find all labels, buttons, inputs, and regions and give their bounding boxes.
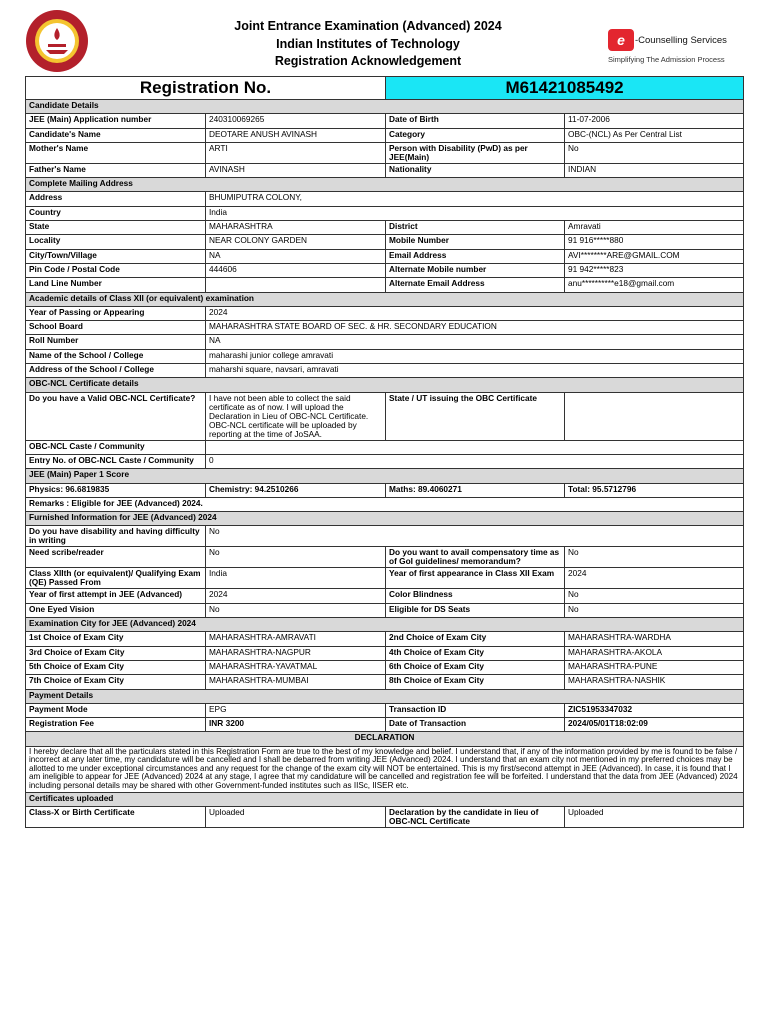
field-label: City/Town/Village — [26, 249, 206, 263]
field-value: I have not been able to collect the said certificate as of now. I will upload the Declaration in Lieu of OBC-NCL Certificate. OBC-NCL certificate will be uploaded by reporting at the time of JoSAA. — [206, 392, 386, 440]
field-label: One Eyed Vision — [26, 603, 206, 617]
field-label: JEE (Main) Application number — [26, 114, 206, 128]
field-label: Nationality — [386, 163, 565, 177]
field-value: MAHARASHTRA — [206, 221, 386, 235]
table-row — [26, 263, 744, 277]
field-value: OBC-(NCL) As Per Central List — [565, 128, 744, 142]
field-value: No — [565, 142, 744, 163]
section-certificates: Certificates uploaded — [26, 792, 744, 806]
field-value: 2024 — [206, 306, 744, 320]
score-physics: Physics: 96.6819835 — [26, 483, 206, 497]
table-row — [26, 589, 744, 603]
table-row — [26, 249, 744, 263]
table-row — [26, 321, 744, 335]
iit-emblem-icon — [24, 8, 90, 74]
table-row — [26, 632, 744, 646]
field-label: Payment Mode — [26, 703, 206, 717]
field-label: 6th Choice of Exam City — [386, 660, 565, 674]
table-row — [26, 206, 744, 220]
table-row — [26, 675, 744, 689]
table-row — [26, 306, 744, 320]
field-label: District — [386, 221, 565, 235]
field-value: ZIC51953347032 — [565, 703, 744, 717]
field-value — [565, 392, 744, 440]
table-row — [26, 114, 744, 128]
field-label: 1st Choice of Exam City — [26, 632, 206, 646]
field-label: Person with Disability (PwD) as per JEE(Main) — [386, 142, 565, 163]
table-row — [26, 163, 744, 177]
field-value: Uploaded — [206, 806, 386, 827]
field-label: 5th Choice of Exam City — [26, 660, 206, 674]
section-exam-city: Examination City for JEE (Advanced) 2024 — [26, 618, 744, 632]
field-label: Land Line Number — [26, 278, 206, 292]
field-value: AVINASH — [206, 163, 386, 177]
table-row — [26, 454, 744, 468]
field-value: No — [565, 603, 744, 617]
brand-logo-icon: e — [608, 29, 634, 51]
field-value: No — [565, 547, 744, 568]
table-row — [26, 646, 744, 660]
field-value: 11-07-2006 — [565, 114, 744, 128]
field-label: Alternate Email Address — [386, 278, 565, 292]
score-maths: Maths: 89.4060271 — [386, 483, 565, 497]
table-row — [26, 547, 744, 568]
table-row — [26, 568, 744, 589]
field-label: Do you have a Valid OBC-NCL Certificate? — [26, 392, 206, 440]
field-label: Year of first attempt in JEE (Advanced) — [26, 589, 206, 603]
field-value: anu**********e18@gmail.com — [565, 278, 744, 292]
table-row — [26, 235, 744, 249]
field-label: Do you have disability and having difficulty in writing — [26, 526, 206, 547]
field-value: MAHARASHTRA STATE BOARD OF SEC. & HR. SECONDARY EDUCATION — [206, 321, 744, 335]
table-row — [26, 718, 744, 732]
field-label: Pin Code / Postal Code — [26, 263, 206, 277]
score-remarks: Remarks : Eligible for JEE (Advanced) 2024. — [26, 497, 744, 511]
field-label: Name of the School / College — [26, 349, 206, 363]
table-row — [26, 349, 744, 363]
table-row — [26, 483, 744, 497]
field-label: State / UT issuing the OBC Certificate — [386, 392, 565, 440]
counselling-brand — [608, 27, 748, 67]
score-chemistry: Chemistry: 94.2510266 — [206, 483, 386, 497]
header-titles — [200, 18, 536, 71]
field-value: ARTI — [206, 142, 386, 163]
field-value: 91 916*****880 — [565, 235, 744, 249]
field-value: NEAR COLONY GARDEN — [206, 235, 386, 249]
field-label: Need scribe/reader — [26, 547, 206, 568]
table-row — [26, 278, 744, 292]
field-value: 0 — [206, 454, 744, 468]
field-value: EPG — [206, 703, 386, 717]
field-value: MAHARASHTRA-NASHIK — [565, 675, 744, 689]
field-label: 7th Choice of Exam City — [26, 675, 206, 689]
registration-number: M61421085492 — [386, 77, 744, 100]
table-row — [26, 192, 744, 206]
section-declaration: DECLARATION — [26, 732, 744, 746]
brand-tagline: Simplifying The Admission Process — [608, 55, 725, 64]
field-value: No — [565, 589, 744, 603]
field-label: Alternate Mobile number — [386, 263, 565, 277]
field-value: MAHARASHTRA-YAVATMAL — [206, 660, 386, 674]
field-value: No — [206, 603, 386, 617]
field-label: 3rd Choice of Exam City — [26, 646, 206, 660]
table-row — [26, 142, 744, 163]
field-label: Mobile Number — [386, 235, 565, 249]
table-row — [26, 364, 744, 378]
field-label: Transaction ID — [386, 703, 565, 717]
field-value: BHUMIPUTRA COLONY, — [206, 192, 744, 206]
registration-row — [26, 77, 744, 100]
field-label: Roll Number — [26, 335, 206, 349]
header-title-line3: Registration Acknowledgement — [274, 54, 462, 68]
field-label: Color Blindness — [386, 589, 565, 603]
field-label: Locality — [26, 235, 206, 249]
field-label: School Board — [26, 321, 206, 335]
field-value: No — [206, 547, 386, 568]
registration-table — [25, 76, 744, 828]
field-value: 2024/05/01T18:02:09 — [565, 718, 744, 732]
field-label: 4th Choice of Exam City — [386, 646, 565, 660]
field-value: MAHARASHTRA-AKOLA — [565, 646, 744, 660]
section-academic: Academic details of Class XII (or equivalent) examination — [26, 292, 744, 306]
section-score: JEE (Main) Paper 1 Score — [26, 469, 744, 483]
table-row — [26, 221, 744, 235]
field-value: Amravati — [565, 221, 744, 235]
field-value: NA — [206, 249, 386, 263]
field-value: India — [206, 206, 744, 220]
page-header — [0, 0, 768, 76]
header-title-line1: Joint Entrance Examination (Advanced) 2024 — [234, 19, 502, 33]
field-value — [206, 440, 744, 454]
section-furnished: Furnished Information for JEE (Advanced) 2024 — [26, 512, 744, 526]
field-label: Declaration by the candidate in lieu of OBC-NCL Certificate — [386, 806, 565, 827]
section-payment: Payment Details — [26, 689, 744, 703]
field-value: NA — [206, 335, 744, 349]
field-value: No — [206, 526, 744, 547]
table-row — [26, 526, 744, 547]
field-value: 91 942*****823 — [565, 263, 744, 277]
field-label: Father's Name — [26, 163, 206, 177]
field-label: Address — [26, 192, 206, 206]
table-row — [26, 703, 744, 717]
field-value: INR 3200 — [206, 718, 386, 732]
table-row — [26, 806, 744, 827]
field-label: Candidate's Name — [26, 128, 206, 142]
table-row — [26, 497, 744, 511]
field-value: MAHARASHTRA-MUMBAI — [206, 675, 386, 689]
field-value: MAHARASHTRA-NAGPUR — [206, 646, 386, 660]
field-label: Year of first appearance in Class XII Exam — [386, 568, 565, 589]
field-label: Entry No. of OBC-NCL Caste / Community — [26, 454, 206, 468]
field-label: Class-X or Birth Certificate — [26, 806, 206, 827]
field-label: Country — [26, 206, 206, 220]
table-row — [26, 440, 744, 454]
section-mailing: Complete Mailing Address — [26, 178, 744, 192]
table-row — [26, 335, 744, 349]
field-value: India — [206, 568, 386, 589]
field-label: State — [26, 221, 206, 235]
field-label: 8th Choice of Exam City — [386, 675, 565, 689]
field-label: Year of Passing or Appearing — [26, 306, 206, 320]
field-value: AVI********ARE@GMAIL.COM — [565, 249, 744, 263]
section-candidate: Candidate Details — [26, 100, 744, 114]
field-value: INDIAN — [565, 163, 744, 177]
table-row — [26, 128, 744, 142]
table-row — [26, 392, 744, 440]
table-row — [26, 603, 744, 617]
field-value: MAHARASHTRA-WARDHA — [565, 632, 744, 646]
declaration-text: I hereby declare that all the particulars stated in this Registration Form are true to the best of my knowledge and belief. I understand that, if any of the information provided by me is found to be false / incorrect at any later time, my candidature will be cancelled and I shall be debarred from writing JEE (Advanced) 2024. I understand that an exam city not mentioned in my preferred choices may be allotted to me under exceptional circumstances and any request for the change of the exam city will NOT be entertained. This is my first/second attempt in JEE (Advanced). In case, it is found that I am ineligible to appear for JEE (Advanced) 2024 at any stage, I agree that my candidature will be cancelled and registration fee will be forfeited. I understand that the data from JEE (Advanced) 2024 including personal details may be shared with other Government-funded institutes such as IISc, IISER etc. — [26, 746, 744, 792]
field-value: 2024 — [206, 589, 386, 603]
field-value: 444606 — [206, 263, 386, 277]
field-label: Address of the School / College — [26, 364, 206, 378]
header-title-line2: Indian Institutes of Technology — [276, 36, 460, 51]
table-row — [26, 660, 744, 674]
field-label: Do you want to avail compensatory time as of GoI guidelines/ memorandum? — [386, 547, 565, 568]
field-value: DEOTARE ANUSH AVINASH — [206, 128, 386, 142]
field-label: OBC-NCL Caste / Community — [26, 440, 206, 454]
field-value: maharshi square, navsari, amravati — [206, 364, 744, 378]
field-label: Class XIIth (or equivalent)/ Qualifying Exam (QE) Passed From — [26, 568, 206, 589]
field-label: Mother's Name — [26, 142, 206, 163]
field-label: Email Address — [386, 249, 565, 263]
field-value: MAHARASHTRA-AMRAVATI — [206, 632, 386, 646]
field-label: Registration Fee — [26, 718, 206, 732]
field-value: 2024 — [565, 568, 744, 589]
field-value — [206, 278, 386, 292]
field-label: Date of Transaction — [386, 718, 565, 732]
section-obc: OBC-NCL Certificate details — [26, 378, 744, 392]
field-label: Category — [386, 128, 565, 142]
field-label: 2nd Choice of Exam City — [386, 632, 565, 646]
field-value: Uploaded — [565, 806, 744, 827]
registration-label: Registration No. — [26, 77, 386, 100]
table-row — [26, 746, 744, 792]
field-label: Eligible for DS Seats — [386, 603, 565, 617]
field-value: 240310069265 — [206, 114, 386, 128]
score-total: Total: 95.5712796 — [565, 483, 744, 497]
brand-name: -Counselling Services — [635, 35, 727, 46]
field-label: Date of Birth — [386, 114, 565, 128]
field-value: maharashi junior college amravati — [206, 349, 744, 363]
field-value: MAHARASHTRA-PUNE — [565, 660, 744, 674]
